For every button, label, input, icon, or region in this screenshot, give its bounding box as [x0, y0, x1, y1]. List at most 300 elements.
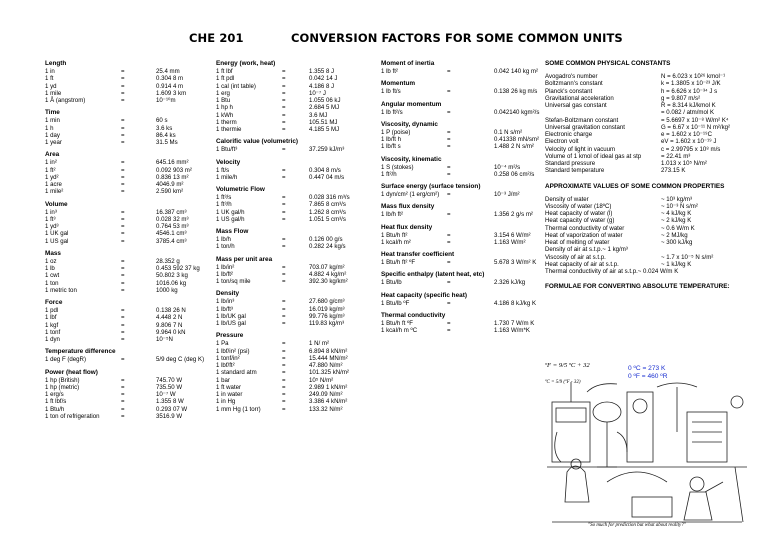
equals-sign: = [282, 320, 286, 327]
equals-sign: = [282, 82, 286, 90]
abs-zero-fahrenheit: 0 ºF = 460 ºR [628, 373, 668, 380]
unit-label: 1 yd³ [45, 223, 59, 230]
unit-label: 1 tonf [45, 328, 61, 336]
equals-sign: = [121, 188, 125, 196]
constant-name: Density of water [545, 195, 589, 203]
equals-sign: = [282, 201, 286, 209]
equals-sign: = [121, 321, 125, 329]
properties-title: APPROXIMATE VALUES OF SOME COMMON PROPERTIES [545, 182, 725, 190]
equals-sign: = [121, 97, 125, 104]
converted-value: 645.16 mm² [156, 159, 189, 167]
constant-row [545, 95, 760, 102]
unit-label: 1 US gal [45, 237, 69, 245]
conversion-row [381, 239, 541, 246]
unit-label: 1 ton/sq mile [216, 278, 251, 285]
section-title: Temperature difference [45, 348, 116, 356]
unit-label: 1 S (stokes) [381, 163, 414, 171]
unit-label: 1 cal (int table) [216, 82, 256, 90]
cartoon-caption: "So much for prediction but what about reality?" [588, 523, 686, 528]
equals-sign: = [282, 340, 286, 348]
conversion-row [216, 68, 376, 75]
conversion-row [381, 171, 541, 178]
equals-sign: = [447, 299, 451, 307]
equals-sign: = [447, 259, 451, 266]
converted-value: 0.304 8 m [156, 75, 184, 83]
equals-sign: = [121, 82, 125, 90]
unit-label: 1 acre [45, 181, 62, 188]
unit-label: 1 in [45, 68, 55, 75]
converted-value: 0.914 4 m [156, 82, 184, 90]
unit-label: 1 lb ft/s [381, 88, 401, 96]
converted-value: 0.304 8 m/s [309, 166, 341, 174]
unit-label: 1 kgf [45, 321, 59, 329]
converted-value: 0.258 06 cm²/s [494, 170, 535, 178]
conversion-row [216, 167, 376, 174]
conversion-section [216, 332, 376, 413]
unit-label: 1 metric ton [45, 286, 77, 294]
conversion-row [216, 209, 376, 216]
constant-name: Avogadro's number [545, 73, 598, 80]
constant-row [545, 210, 760, 217]
equals-sign: = [282, 278, 286, 285]
unit-label: 1 kWh [216, 111, 234, 119]
constant-value: eV = 1.602 x 10⁻¹⁹ J [661, 138, 717, 146]
section-title: Surface energy (surface tension) [381, 183, 481, 190]
conversion-section [216, 138, 376, 153]
properties-list [545, 196, 760, 276]
converted-value: 1.051 5 cm³/s [309, 215, 346, 223]
equals-sign: = [282, 369, 286, 377]
section-title: Energy (work, heat) [216, 60, 276, 67]
conversion-row [45, 258, 205, 265]
unit-label: 1 ft lbf [216, 68, 233, 75]
converted-value: 10⁻⁵N [156, 336, 173, 343]
equals-sign: = [121, 131, 125, 139]
section-title: Time [45, 109, 60, 117]
constant-name: Heat capacity of air at s.t.p. [545, 260, 619, 268]
section-title: Momentum [381, 80, 416, 88]
equals-sign: = [121, 286, 125, 294]
unit-label: 1 cwt [45, 272, 60, 280]
converted-value: 2.590 km² [156, 188, 184, 196]
constant-name: Heat capacity of water (g) [545, 217, 615, 225]
formulae-title: FORMULAE FOR CONVERTING ABSOLUTE TEMPERATURE: [545, 283, 730, 291]
conversion-row [216, 313, 376, 320]
formula-c-from-f: ºC = 5/9 (ºF - 32) [545, 380, 581, 385]
constant-value: ~ 10³ kg/m³ [661, 195, 692, 203]
converted-value: 0.836 13 m² [156, 173, 189, 181]
converted-value: 0.092 903 m² [156, 166, 192, 174]
conversion-row [216, 90, 376, 97]
equals-sign: = [121, 405, 125, 413]
conversion-section [381, 156, 541, 179]
converted-value: 1.730 7 W/m K [494, 319, 535, 327]
equals-sign: = [282, 111, 286, 119]
conversion-section [45, 250, 205, 294]
conversion-row [45, 167, 205, 174]
unit-label: 1 bar [216, 376, 230, 384]
unit-label: 1 mile² [45, 188, 64, 196]
equals-sign: = [121, 139, 125, 146]
constant-row [545, 196, 760, 203]
conversion-row [45, 125, 205, 132]
constant-name [545, 109, 661, 116]
constant-name: Planck's constant [545, 87, 593, 95]
conversion-row [381, 211, 541, 218]
conversion-row [216, 391, 376, 398]
constant-row [545, 80, 760, 87]
unit-label: 1 ft/s [216, 166, 230, 174]
conversion-row [45, 356, 205, 363]
equals-sign: = [447, 319, 451, 327]
conversion-row [381, 109, 541, 116]
conversion-row [45, 139, 205, 146]
constant-name: Heat of melting of water [545, 239, 610, 246]
equals-sign: = [282, 208, 286, 216]
converted-value: 3.6 MJ [309, 111, 328, 119]
unit-label: 1 ft² [45, 166, 56, 174]
converted-value: 7.865 8 cm³/s [309, 201, 346, 209]
unit-label: 1 lb/in³ [216, 298, 235, 306]
converted-value: 735.50 W [156, 383, 183, 391]
unit-label: 1 dyn [45, 336, 60, 343]
equals-sign: = [447, 143, 451, 151]
conversion-row [381, 164, 541, 171]
equals-sign: = [121, 181, 125, 188]
constant-row [545, 131, 760, 138]
equals-sign: = [282, 166, 286, 174]
conversion-section [381, 292, 541, 307]
constant-value: 273.15 K [661, 167, 686, 175]
conversion-row [45, 322, 205, 329]
unit-label: 1 in water [216, 391, 243, 398]
equals-sign: = [282, 173, 286, 181]
conversion-row [216, 320, 376, 327]
converted-value: 3.386 4 kN/m² [309, 398, 348, 406]
converted-value: 0.028 316 m³/s [309, 194, 350, 201]
converted-value: 60 s [156, 117, 168, 125]
equals-sign: = [447, 170, 451, 178]
constant-row [545, 254, 760, 261]
converted-value: 119.83 kg/m³ [309, 320, 345, 327]
section-title: Specific enthalpy (latent heat, etc) [381, 271, 485, 279]
constant-name: Electron volt [545, 138, 579, 146]
unit-label: 1 Btu [216, 97, 231, 104]
equals-sign: = [282, 146, 286, 154]
constant-row [545, 268, 760, 275]
conversion-row [216, 384, 376, 391]
converted-value: 2.684 5 MJ [309, 104, 340, 112]
constant-value: c = 2.99795 x 10⁸ m/s [661, 145, 721, 153]
unit-label: 1 lbf/ft² [216, 362, 235, 369]
unit-label: 1 lb ft²/s [381, 108, 403, 116]
unit-label: 1 Btu/h [45, 405, 65, 413]
unit-label: 1 lb [45, 265, 55, 272]
constant-value: ~ 10⁻³ N s/m² [661, 202, 698, 210]
conversion-row [381, 320, 541, 327]
converted-value: 0.293 07 W [156, 405, 188, 413]
conversion-row [381, 300, 541, 307]
conversion-section [381, 101, 541, 116]
conversion-row [381, 88, 541, 95]
unit-label: 1 min [45, 117, 60, 125]
constant-value: N = 6.023 x 10²⁶ kmol⁻¹ [661, 73, 726, 80]
equals-sign: = [121, 68, 125, 75]
conversion-row [216, 340, 376, 347]
unit-label: 1 dyn/cm² (1 erg/cm²) [381, 191, 440, 198]
converted-value: 0.042 14 J [309, 75, 338, 83]
conversion-row [216, 112, 376, 119]
constant-row [545, 153, 760, 160]
converted-value: 0.042 140 kg m² [494, 68, 539, 75]
unit-label: 1 day [45, 131, 60, 139]
section-title: Moment of inertia [381, 60, 435, 67]
conversion-row [45, 287, 205, 294]
converted-value: 0.138 26 N [156, 307, 186, 314]
constant-row [545, 232, 760, 239]
equals-sign: = [447, 191, 451, 198]
constant-name: Standard temperature [545, 167, 605, 175]
conversion-row [45, 398, 205, 405]
section-title: Force [45, 299, 63, 306]
unit-label: 1 UK gal/h [216, 208, 245, 216]
equals-sign: = [121, 376, 125, 384]
constant-row [545, 109, 760, 116]
unit-label: 1 ft³/h [216, 201, 232, 209]
constant-name: Heat of vaporization of water [545, 231, 623, 239]
unit-label: 1 Btu/h ft² ºF [381, 259, 416, 266]
equals-sign: = [282, 89, 286, 97]
unit-label: 1 kcal/h m ºC [381, 327, 418, 334]
constant-name: Standard pressure [545, 160, 596, 167]
conversion-row [216, 271, 376, 278]
unit-label: 1 erg/s [45, 391, 64, 398]
conversion-row [45, 117, 205, 124]
converted-value: 99.776 kg/m³ [309, 312, 345, 320]
unit-label: 1 pdl [45, 307, 59, 314]
unit-label: 1 lbf [45, 314, 57, 322]
converted-value: 1000 kg [156, 286, 178, 294]
converted-value: 0.764 53 m³ [156, 223, 189, 230]
unit-label: 1 lb/h ft² [381, 211, 404, 219]
equals-sign: = [121, 230, 125, 238]
column-1 [45, 60, 205, 425]
equals-sign: = [121, 223, 125, 230]
equals-sign: = [282, 126, 286, 133]
unit-label: 1 hp (metric) [45, 383, 80, 391]
constants-list [545, 73, 760, 175]
converted-value: 0.042140 kgm²/s [494, 108, 540, 116]
conversion-row [216, 97, 376, 104]
conversion-section [45, 60, 205, 104]
equals-sign: = [121, 391, 125, 398]
constant-name: Volume of 1 kmol of ideal gas at stp [545, 152, 642, 160]
unit-label: 1 Btu/lb ºF [381, 299, 410, 307]
conversion-row [216, 146, 376, 153]
equals-sign: = [282, 104, 286, 112]
converted-value: 1.055 06 kJ [309, 97, 341, 104]
conversion-section [216, 186, 376, 223]
section-title: Thermal conductivity [381, 311, 446, 319]
converted-value: 0.453 592 37 kg [156, 265, 200, 272]
equals-sign: = [282, 383, 286, 391]
unit-label: 1 h [45, 124, 54, 132]
equals-sign: = [282, 362, 286, 369]
conversion-row [381, 327, 541, 334]
unit-label: 1 ft [45, 75, 54, 83]
constant-value: ~ 4 kJ/kg K [661, 210, 692, 217]
conversion-row [45, 238, 205, 245]
equals-sign: = [282, 298, 286, 306]
equals-sign: = [121, 89, 125, 97]
converted-value: 0.41338 mN/sm² [494, 136, 540, 143]
conversion-section [45, 348, 205, 363]
constant-row [545, 167, 760, 174]
conversion-row [45, 97, 205, 104]
conversion-row [45, 280, 205, 287]
converted-value: 10⁻¹⁰m [156, 97, 176, 104]
converted-value: 86.4 ks [156, 131, 176, 139]
section-title: Pressure [216, 332, 244, 340]
converted-value: 27.680 g/cm³ [309, 298, 345, 306]
unit-label: 1 therm [216, 118, 237, 126]
unit-label: 1 Pa [216, 340, 229, 348]
section-title: Length [45, 60, 67, 67]
unit-label: 1 lb/ft h [381, 136, 401, 143]
converted-value: 249.09 N/m² [309, 391, 343, 398]
equals-sign: = [121, 398, 125, 406]
constant-row [545, 138, 760, 145]
constant-name: Universal gravitation constant [545, 123, 625, 131]
conversion-section [45, 299, 205, 343]
converted-value: 1.355 8 W [156, 398, 184, 406]
section-title: Heat flux density [381, 223, 433, 231]
conversion-section [45, 151, 205, 195]
conversion-row [216, 355, 376, 362]
equals-sign: = [121, 124, 125, 132]
constant-value: k = 1.3805 x 10⁻²³ J/K [661, 80, 721, 88]
equals-sign: = [121, 237, 125, 245]
conversion-row [216, 398, 376, 405]
conversion-row [45, 90, 205, 97]
conversion-row [45, 314, 205, 321]
constant-value: e = 1.602 x 10⁻¹⁹C [661, 131, 713, 138]
conversion-row [45, 272, 205, 279]
unit-label: 1 ft³/s [216, 194, 232, 201]
constant-row [545, 246, 760, 253]
equals-sign: = [447, 238, 451, 246]
equals-sign: = [282, 68, 286, 75]
conversion-row [381, 191, 541, 198]
converted-value: 1.355 8 J [309, 68, 335, 75]
constant-row [545, 225, 760, 232]
unit-label: 1 UK gal [45, 230, 69, 238]
unit-label: 1 Btu/h ft ºF [381, 319, 414, 327]
unit-label: 1 ft water [216, 383, 242, 391]
unit-label: 1 in Hg [216, 398, 236, 406]
equals-sign: = [282, 194, 286, 201]
equals-sign: = [282, 347, 286, 355]
converted-value: 0.028 32 m³ [156, 215, 189, 223]
section-title: Mass Flow [216, 228, 249, 235]
unit-label: 1 ton [45, 279, 59, 287]
conversion-section [381, 251, 541, 266]
conversion-row [45, 265, 205, 272]
constant-name: Density of air at s.t.p.~ 1 kg/m³ [545, 246, 628, 254]
conversion-section [216, 60, 376, 133]
section-title: Velocity [216, 158, 241, 166]
conversion-row [216, 75, 376, 82]
conversion-row [45, 75, 205, 82]
conversion-section [381, 224, 541, 247]
converted-value: 1.163 W/m² [494, 238, 526, 246]
converted-value: 2.989 1 kN/m² [309, 383, 348, 391]
converted-value: 1016.06 kg [156, 279, 187, 287]
conversion-section [45, 109, 205, 146]
conversion-row [45, 223, 205, 230]
conversion-section [216, 159, 376, 182]
converted-value: 703.07 kg/m² [309, 263, 345, 271]
constant-value: = 22.41 m³ [661, 152, 691, 160]
conversion-section [381, 203, 541, 218]
converted-value: 3785.4 cm³ [156, 237, 187, 245]
conversion-row [216, 216, 376, 223]
equals-sign: = [447, 279, 451, 287]
conversion-row [216, 348, 376, 355]
converted-value: 1.488 2 N s/m² [494, 143, 534, 151]
conversion-row [45, 329, 205, 336]
converted-value: 4.448 2 N [156, 314, 183, 322]
section-title: Volume [45, 200, 68, 208]
equals-sign: = [447, 327, 451, 334]
equals-sign: = [282, 236, 286, 243]
unit-label: 1 hp (British) [45, 376, 80, 384]
converted-value: 4.882 4 kg/m² [309, 270, 347, 278]
constant-name: Gravitational acceleration [545, 94, 614, 102]
section-title: Viscosity, kinematic [381, 155, 442, 163]
converted-value: 5/9 deg C (deg K) [156, 356, 205, 364]
constant-value: = 5.6697 x 10⁻⁸ W/m² K⁴ [661, 116, 729, 124]
equals-sign: = [282, 243, 286, 251]
equals-sign: = [282, 97, 286, 104]
equals-sign: = [447, 128, 451, 136]
section-title: Angular momentum [381, 100, 442, 108]
conversion-row [216, 377, 376, 384]
constant-row [545, 124, 760, 131]
conversion-section [216, 256, 376, 286]
column-2 [216, 60, 376, 418]
constant-name: Heat capacity of water (l) [545, 210, 613, 217]
equals-sign: = [447, 136, 451, 143]
equals-sign: = [121, 173, 125, 181]
converted-value: 4046.9 m² [156, 181, 184, 188]
conversion-section [381, 60, 541, 75]
conversion-row [381, 129, 541, 136]
conversion-row [216, 119, 376, 126]
section-title: Mass [45, 249, 61, 257]
conversion-section [216, 228, 376, 251]
converted-value: 16.387 cm³ [156, 208, 187, 216]
converted-value: 9.806 7 N [156, 321, 183, 329]
conversion-row [216, 369, 376, 376]
constant-row [545, 239, 760, 246]
constant-row [545, 88, 760, 95]
conversion-row [216, 83, 376, 90]
unit-label: 1 mm Hg (1 torr) [216, 405, 261, 413]
converted-value: 4.185 5 MJ [309, 126, 340, 133]
conversion-row [381, 259, 541, 266]
equals-sign: = [447, 231, 451, 239]
